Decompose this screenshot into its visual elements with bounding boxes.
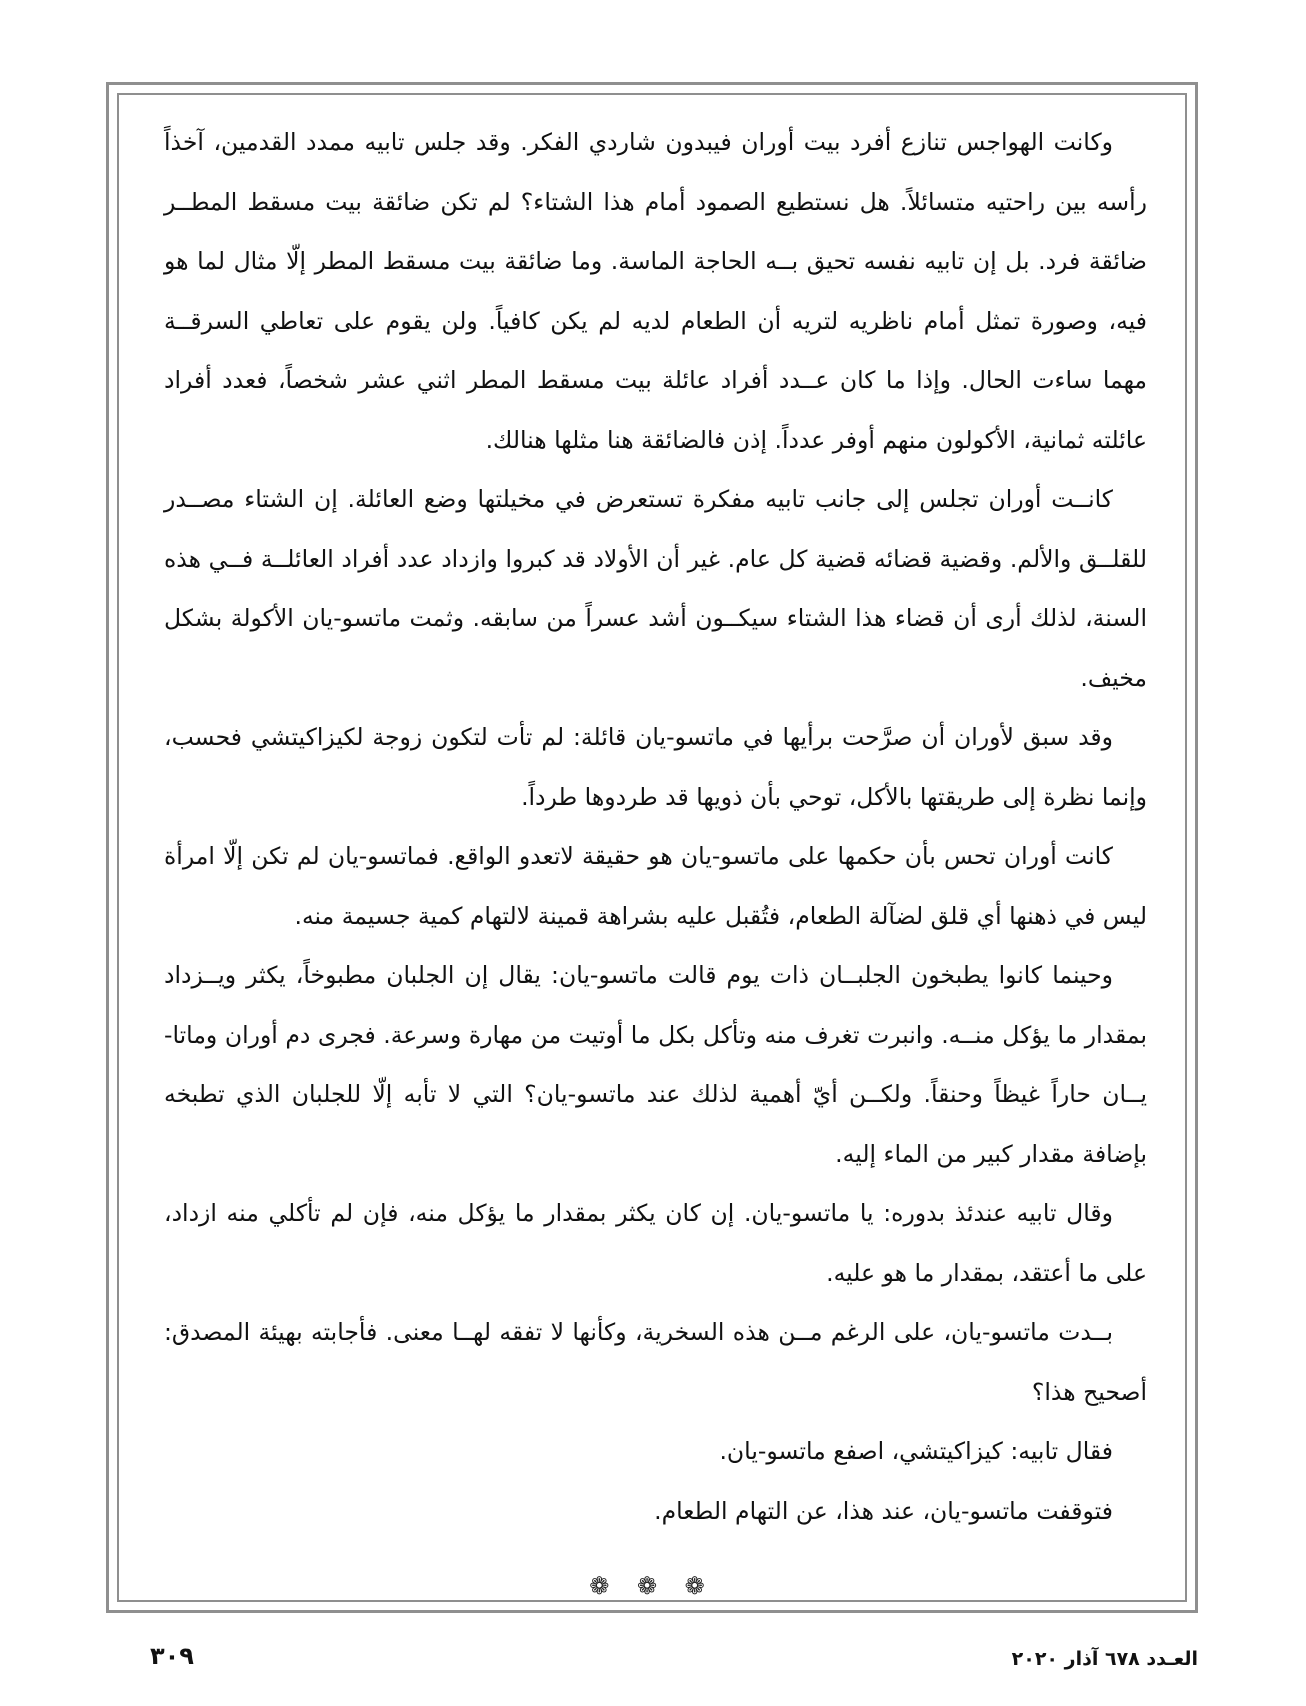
paragraph-8: فقال تابيه: كيزاكيتشي، اصفع ماتسو-يان. [719, 1437, 1113, 1465]
paragraph-2: كانــت أوران تجلس إلى جانب تابيه مفكرة تستعرض في مخيلتها وضع العائلة. إن الشتاء مصــدر للقلــق والألم. وقضية قضائه قضية كل عام. غير أن الأولاد قد كبروا وازداد عدد أفراد العائلــة فــي هذه السنة، لذلك أرى أن قضاء هذا الشتاء سيكــون أشد عسراً من سابقه. وثمت ماتسو-يان الأكولة بشكل مخيف. [164, 485, 1147, 692]
paragraph-6: وقال تابيه عندئذ بدوره: يا ماتسو-يان. إن كان يكثر بمقدار ما يؤكل منه، فإن لم تأكلي منه ازداد، على ما أعتقد، بمقدار ما هو عليه. [164, 1199, 1147, 1287]
article-body [164, 113, 1147, 1541]
page-frame [106, 82, 1198, 1613]
paragraph-5: وحينما كانوا يطبخون الجلبــان ذات يوم قالت ماتسو-يان: يقال إن الجلبان مطبوخاً، يكثر ويــزداد بمقدار ما يؤكل منــه. وانبرت تغرف منه وتأكل بكل ما أوتيت من مهارة وسرعة. فجرى دم أوران وماتا-يــان حاراً غيظاً وحنقاً. ولكــن أيّ أهمية لذلك عند ماتسو-يان؟ التي لا تأبه إلّا للجلبان الذي تطبخه بإضافة مقدار كبير من الماء إليه. [164, 961, 1147, 1168]
section-end-ornament: ❁ ❁ ❁ [589, 1572, 715, 1600]
paragraph-1: وكانت الهواجس تنازع أفرد بيت أوران فيبدون شاردي الفكر. وقد جلس تابيه ممدد القدمين، آخذاً رأسه بين راحتيه متسائلاً. هل نستطيع الصمود أمام هذا الشتاء؟ لم تكن ضائقة بيت مسقط المطــر ضائقة فرد. بل إن تابيه نفسه تحيق بــه الحاجة الماسة. وما ضائقة بيت مسقط المطر إلّا مثال لما هو فيه، وصورة تمثل أمام ناظريه لتريه أن الطعام لديه لم يكن كافياً. ولن يقوم على تعاطي السرقــة مهما ساءت الحال. وإذا ما كان عــدد أفراد عائلة بيت مسقط المطر اثني عشر شخصاً، فعدد أفراد عائلته ثمانية، الأكولون منهم أوفر عدداً. إذن فالضائقة هنا مثلها هنالك. [164, 128, 1147, 454]
page-number: ٣٠٩ [150, 1642, 194, 1670]
paragraph-3: وقد سبق لأوران أن صرَّحت برأيها في ماتسو-يان قائلة: لم تأت لتكون زوجة لكيزاكيتشي فحسب، وإنما نظرة إلى طريقتها بالأكل، توحي بأن ذويها قد طردوها طرداً. [164, 723, 1147, 811]
paragraph-9: فتوقفت ماتسو-يان، عند هذا، عن التهام الطعام. [654, 1496, 1113, 1525]
paragraph-4: كانت أوران تحس بأن حكمها على ماتسو-يان هو حقيقة لاتعدو الواقع. فماتسو-يان لم تكن إلّا امرأة ليس في ذهنها أي قلق لضآلة الطعام، فتُقبل عليه بشراهة قمينة لالتهام كمية جسيمة منه. [164, 842, 1147, 930]
paragraph-7: بــدت ماتسو-يان، على الرغم مــن هذه السخرية، وكأنها لا تفقه لهــا معنى. فأجابته بهيئة المصدق: أصحيح هذا؟ [164, 1318, 1147, 1406]
footer-issue-info: العـدد ٦٧٨ آذار ٢٠٢٠ [1011, 1648, 1198, 1670]
